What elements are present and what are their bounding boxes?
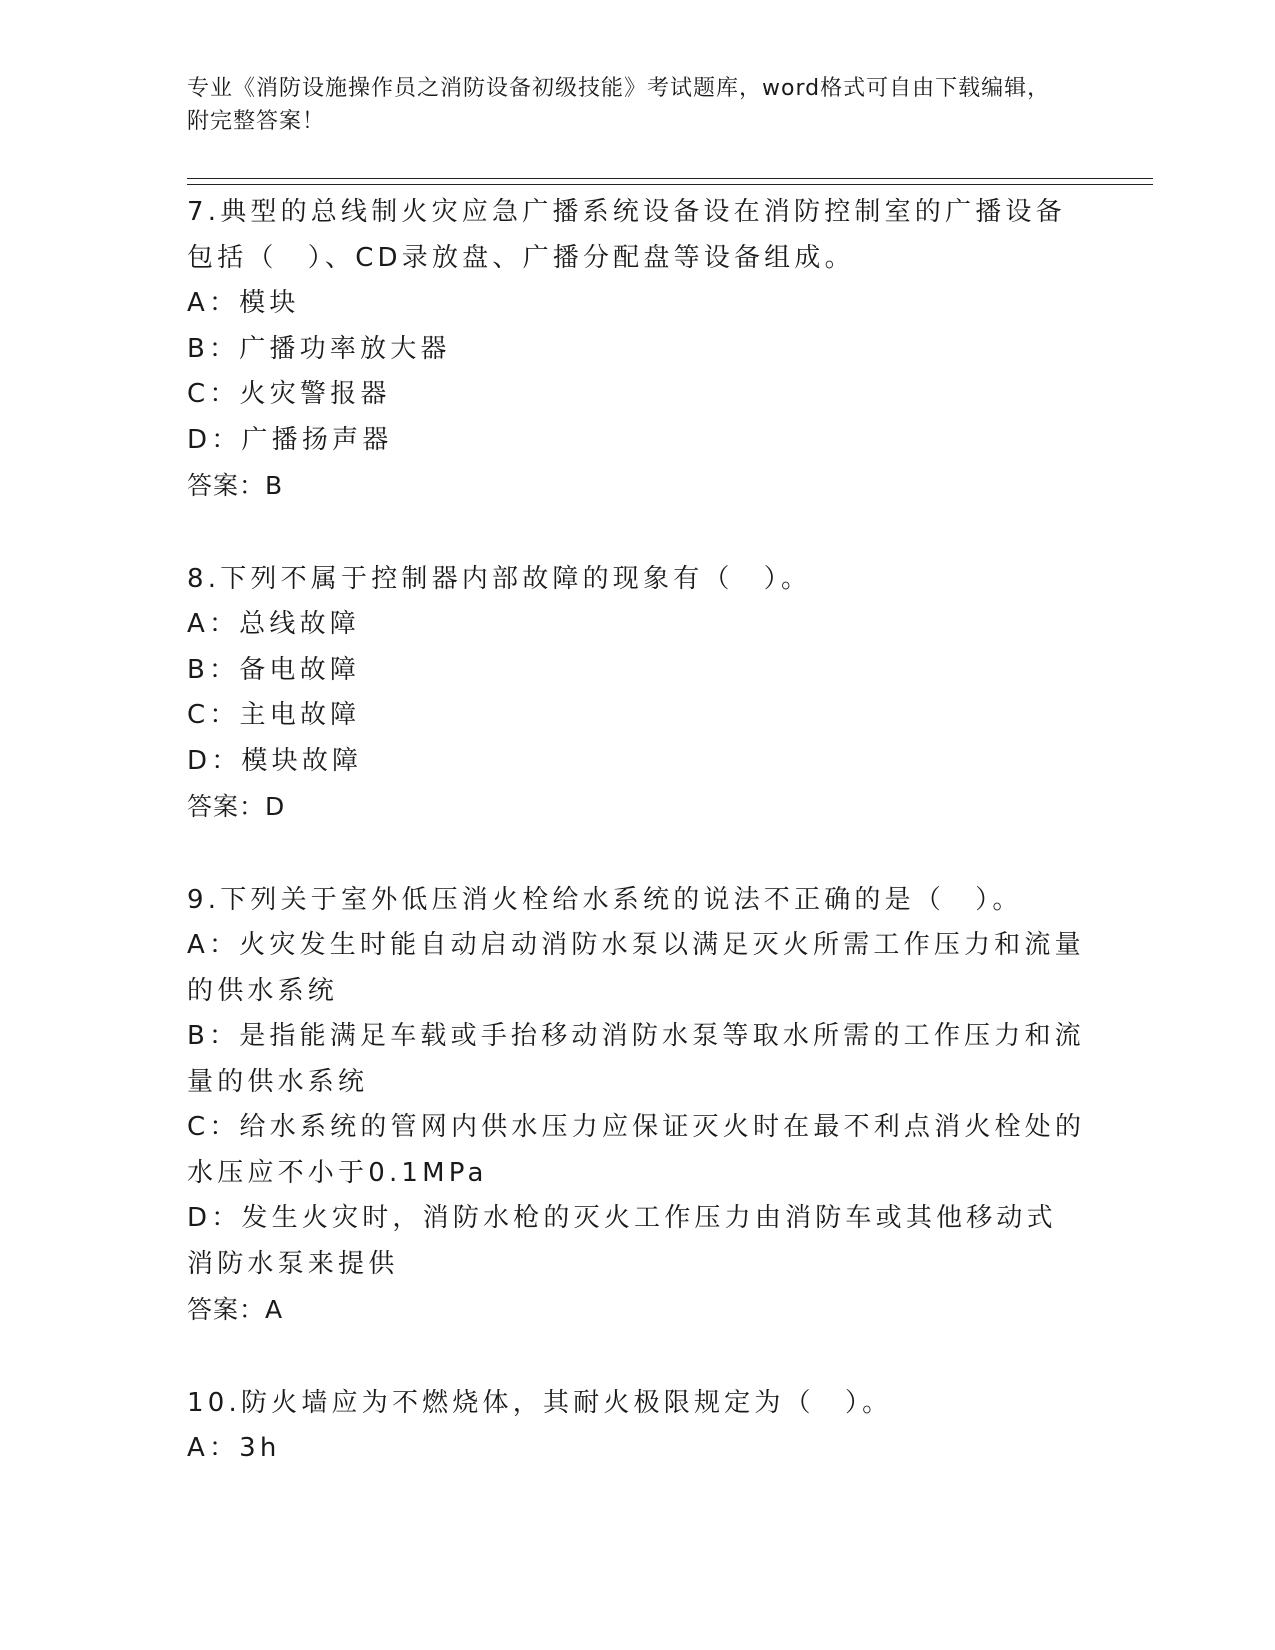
answer-line: 答案：D [187,792,286,821]
document-header: 专业《消防设施操作员之消防设备初级技能》考试题库，word格式可自由下载编辑，附完整答案！ [187,76,1051,134]
question-10 [187,1381,1087,1472]
option-b: B：广播功率放大器 [187,333,451,364]
answer-line: 答案：A [187,1295,284,1324]
question-list [187,190,1087,1520]
question-8 [187,557,1087,830]
question-stem: 7.典型的总线制火灾应急广播系统设备设在消防控制室的广播设备包括（ ）、CD录放盘、广播分配盘等设备组成。 [187,197,1066,273]
header-divider-top [187,178,1153,179]
header-divider-bottom [187,184,1153,185]
question-7 [187,190,1087,509]
option-b: B：备电故障 [187,654,361,685]
option-d: D：模块故障 [187,745,363,776]
option-b: B：是指能满足车载或手抬移动消防水泵等取水所需的工作压力和流量的供水系统 [187,1021,1085,1097]
option-c: C：火灾警报器 [187,379,391,409]
question-stem: 9.下列关于室外低压消火栓给水系统的说法不正确的是（ ）。 [187,884,1023,915]
option-c: C：主电故障 [187,700,361,730]
question-9 [187,878,1087,1333]
option-a: A：模块 [187,288,300,318]
option-c: C：给水系统的管网内供水压力应保证灭火时在最不利点消火栓处的水压应不小于0.1MPa [187,1112,1086,1188]
option-a: A：总线故障 [187,609,360,639]
option-d: D：发生火灾时，消防水枪的灭火工作压力由消防车或其他移动式消防水泵来提供 [187,1203,1057,1279]
option-d: D：广播扬声器 [187,424,393,455]
answer-line: 答案：B [187,471,284,500]
option-a: A：火灾发生时能自动启动消防水泵以满足灭火所需工作压力和流量的供水系统 [187,930,1085,1006]
question-stem: 8.下列不属于控制器内部故障的现象有（ ）。 [187,563,812,594]
option-a: A：3h [187,1433,281,1463]
question-stem: 10.防火墙应为不燃烧体，其耐火极限规定为（ ）。 [187,1387,893,1418]
